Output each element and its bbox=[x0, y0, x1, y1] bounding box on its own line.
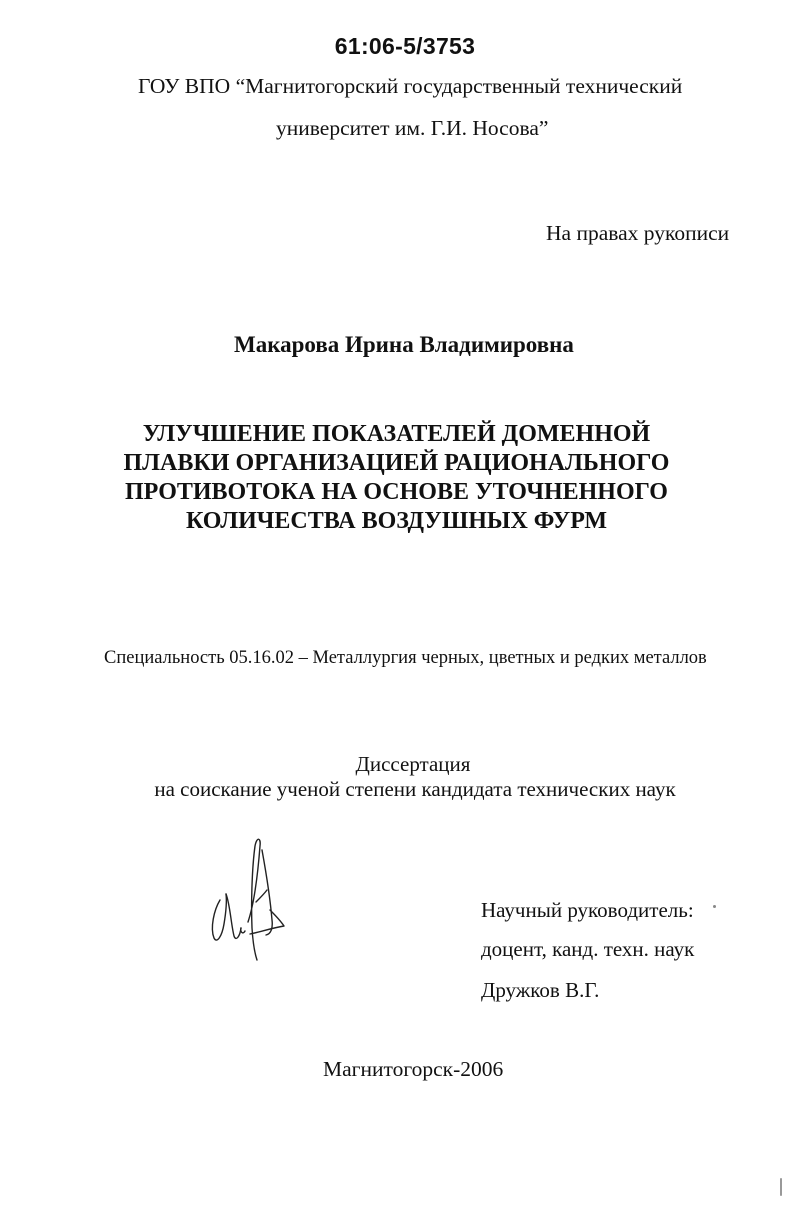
dissertation-title bbox=[100, 420, 693, 536]
advisor-label: Научный руководитель: bbox=[481, 898, 694, 922]
title-line: КОЛИЧЕСТВА ВОЗДУШНЫХ ФУРМ bbox=[185, 508, 608, 534]
handwritten-signature bbox=[200, 832, 290, 964]
title-line: ПЛАВКИ ОРГАНИЗАЦИЕЙ РАЦИОНАЛЬНОГО bbox=[123, 450, 670, 476]
title-line: ПРОТИВОТОКА НА ОСНОВЕ УТОЧНЕННОГО bbox=[125, 479, 668, 505]
institution-name-line1: ГОУ ВПО “Магнитогорский государственный технический bbox=[138, 74, 683, 98]
scan-speck bbox=[713, 905, 716, 908]
degree-description: на соискание ученой степени кандидата технических наук bbox=[154, 777, 676, 801]
author-name: Макарова Ирина Владимировна bbox=[234, 332, 574, 357]
institution-name-line2: университет им. Г.И. Носова” bbox=[276, 116, 549, 140]
document-type: Диссертация bbox=[355, 752, 471, 776]
city-and-year: Магнитогорск-2006 bbox=[323, 1057, 504, 1081]
manuscript-rights-note: На правах рукописи bbox=[546, 221, 730, 245]
title-line: УЛУЧШЕНИЕ ПОКАЗАТЕЛЕЙ ДОМЕННОЙ bbox=[142, 421, 651, 447]
advisor-position: доцент, канд. техн. наук bbox=[481, 937, 695, 961]
advisor-name: Дружков В.Г. bbox=[481, 978, 600, 1002]
catalog-number: 61:06-5/3753 bbox=[334, 33, 476, 59]
specialty-line: Специальность 05.16.02 – Металлургия черных, цветных и редких металлов bbox=[104, 648, 707, 668]
scan-speck bbox=[780, 1178, 782, 1196]
